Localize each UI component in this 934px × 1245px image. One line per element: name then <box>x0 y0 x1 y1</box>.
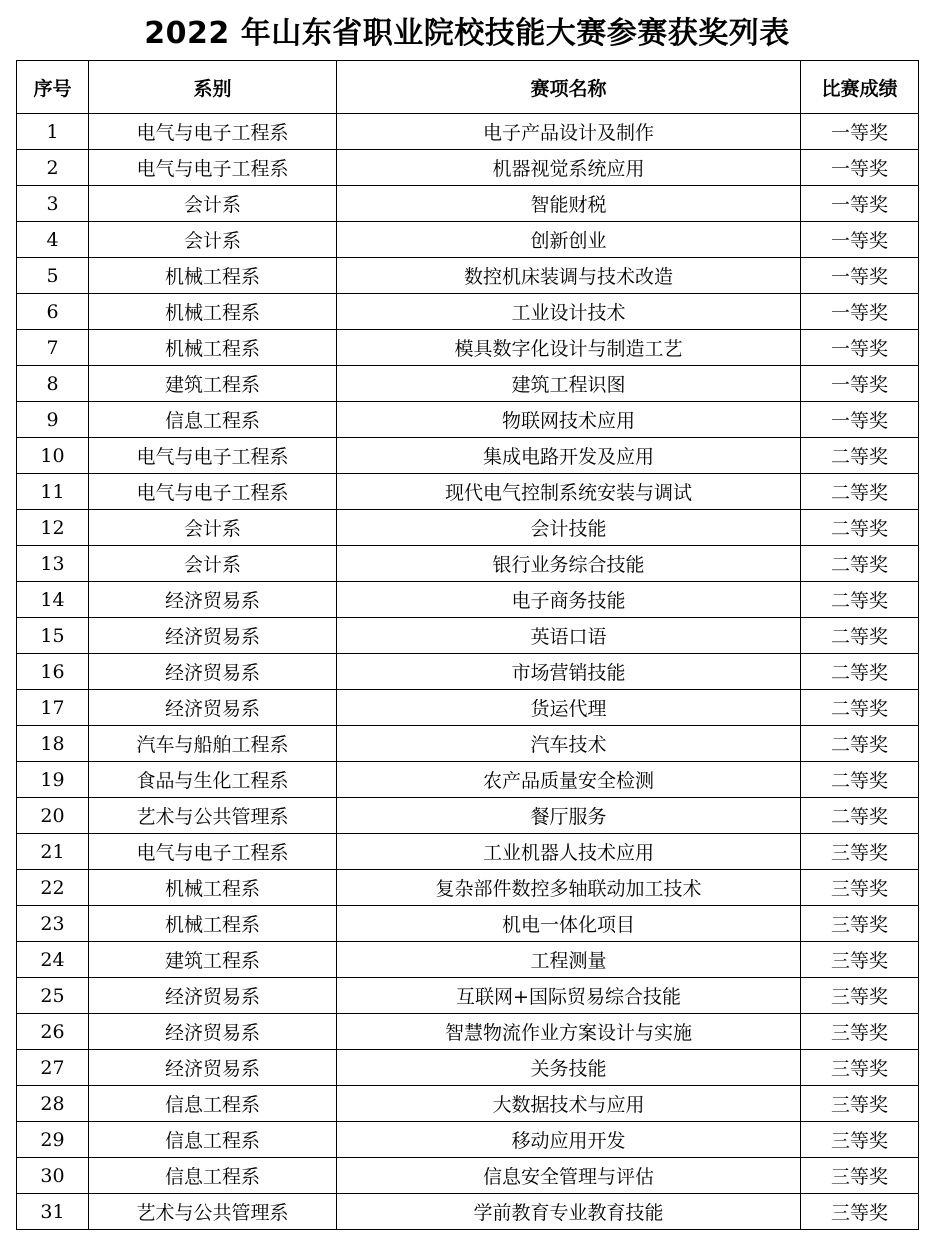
cell-event: 移动应用开发 <box>337 1122 801 1158</box>
cell-no: 27 <box>17 1050 89 1086</box>
table-row <box>17 1014 919 1050</box>
cell-dept: 会计系 <box>89 186 337 222</box>
cell-event: 机器视觉系统应用 <box>337 150 801 186</box>
table-row <box>17 330 919 366</box>
table-row <box>17 1158 919 1194</box>
cell-event: 会计技能 <box>337 510 801 546</box>
cell-result: 一等奖 <box>801 402 919 438</box>
cell-no: 9 <box>17 402 89 438</box>
table-header-row <box>17 61 919 114</box>
cell-dept: 机械工程系 <box>89 906 337 942</box>
cell-event: 工业机器人技术应用 <box>337 834 801 870</box>
cell-event: 工程测量 <box>337 942 801 978</box>
table-row <box>17 726 919 762</box>
cell-event: 物联网技术应用 <box>337 402 801 438</box>
cell-result: 一等奖 <box>801 258 919 294</box>
header-event: 赛项名称 <box>337 61 801 114</box>
cell-no: 16 <box>17 654 89 690</box>
cell-result: 一等奖 <box>801 294 919 330</box>
cell-event: 复杂部件数控多轴联动加工技术 <box>337 870 801 906</box>
cell-dept: 电气与电子工程系 <box>89 438 337 474</box>
table-row <box>17 1050 919 1086</box>
cell-event: 建筑工程识图 <box>337 366 801 402</box>
cell-dept: 经济贸易系 <box>89 582 337 618</box>
table-row <box>17 870 919 906</box>
cell-result: 二等奖 <box>801 726 919 762</box>
cell-result: 一等奖 <box>801 330 919 366</box>
cell-event: 大数据技术与应用 <box>337 1086 801 1122</box>
cell-dept: 信息工程系 <box>89 402 337 438</box>
header-dept: 系别 <box>89 61 337 114</box>
cell-event: 数控机床装调与技术改造 <box>337 258 801 294</box>
cell-no: 11 <box>17 474 89 510</box>
cell-result: 三等奖 <box>801 1014 919 1050</box>
cell-dept: 建筑工程系 <box>89 942 337 978</box>
cell-event: 学前教育专业教育技能 <box>337 1194 801 1230</box>
cell-dept: 食品与生化工程系 <box>89 762 337 798</box>
cell-no: 1 <box>17 114 89 150</box>
cell-dept: 机械工程系 <box>89 294 337 330</box>
table-row <box>17 1194 919 1230</box>
cell-result: 三等奖 <box>801 834 919 870</box>
cell-no: 18 <box>17 726 89 762</box>
table-row <box>17 258 919 294</box>
cell-no: 24 <box>17 942 89 978</box>
table-body <box>17 114 919 1230</box>
table-row <box>17 942 919 978</box>
cell-no: 12 <box>17 510 89 546</box>
cell-event: 现代电气控制系统安装与调试 <box>337 474 801 510</box>
cell-event: 关务技能 <box>337 1050 801 1086</box>
cell-no: 25 <box>17 978 89 1014</box>
cell-dept: 经济贸易系 <box>89 1050 337 1086</box>
cell-dept: 艺术与公共管理系 <box>89 798 337 834</box>
awards-table <box>16 60 919 1230</box>
cell-dept: 电气与电子工程系 <box>89 474 337 510</box>
cell-no: 8 <box>17 366 89 402</box>
table-row <box>17 546 919 582</box>
cell-result: 三等奖 <box>801 1050 919 1086</box>
table-row <box>17 582 919 618</box>
cell-result: 二等奖 <box>801 438 919 474</box>
cell-no: 15 <box>17 618 89 654</box>
cell-event: 智能财税 <box>337 186 801 222</box>
table-row <box>17 618 919 654</box>
table-row <box>17 114 919 150</box>
cell-dept: 艺术与公共管理系 <box>89 1194 337 1230</box>
cell-result: 三等奖 <box>801 978 919 1014</box>
page-title: 2022 年山东省职业院校技能大赛参赛获奖列表 <box>144 16 790 51</box>
cell-no: 3 <box>17 186 89 222</box>
cell-dept: 汽车与船舶工程系 <box>89 726 337 762</box>
table-row <box>17 294 919 330</box>
cell-no: 7 <box>17 330 89 366</box>
cell-no: 30 <box>17 1158 89 1194</box>
cell-dept: 经济贸易系 <box>89 618 337 654</box>
cell-result: 一等奖 <box>801 366 919 402</box>
table-row <box>17 762 919 798</box>
cell-dept: 电气与电子工程系 <box>89 114 337 150</box>
table-row <box>17 798 919 834</box>
table-row <box>17 978 919 1014</box>
cell-dept: 机械工程系 <box>89 258 337 294</box>
table-row <box>17 834 919 870</box>
cell-no: 14 <box>17 582 89 618</box>
cell-dept: 经济贸易系 <box>89 1014 337 1050</box>
cell-event: 机电一体化项目 <box>337 906 801 942</box>
cell-event: 工业设计技术 <box>337 294 801 330</box>
cell-result: 二等奖 <box>801 582 919 618</box>
cell-dept: 经济贸易系 <box>89 690 337 726</box>
table-row <box>17 906 919 942</box>
cell-result: 三等奖 <box>801 906 919 942</box>
cell-result: 三等奖 <box>801 942 919 978</box>
cell-no: 13 <box>17 546 89 582</box>
cell-no: 6 <box>17 294 89 330</box>
cell-event: 集成电路开发及应用 <box>337 438 801 474</box>
cell-dept: 建筑工程系 <box>89 366 337 402</box>
cell-result: 二等奖 <box>801 474 919 510</box>
table-row <box>17 366 919 402</box>
cell-no: 29 <box>17 1122 89 1158</box>
cell-dept: 经济贸易系 <box>89 654 337 690</box>
cell-event: 餐厅服务 <box>337 798 801 834</box>
cell-event: 英语口语 <box>337 618 801 654</box>
cell-dept: 信息工程系 <box>89 1158 337 1194</box>
cell-event: 智慧物流作业方案设计与实施 <box>337 1014 801 1050</box>
cell-result: 一等奖 <box>801 150 919 186</box>
table-row <box>17 690 919 726</box>
cell-dept: 电气与电子工程系 <box>89 834 337 870</box>
cell-event: 银行业务综合技能 <box>337 546 801 582</box>
cell-result: 一等奖 <box>801 114 919 150</box>
table-row <box>17 186 919 222</box>
cell-event: 模具数字化设计与制造工艺 <box>337 330 801 366</box>
cell-result: 二等奖 <box>801 690 919 726</box>
cell-dept: 经济贸易系 <box>89 978 337 1014</box>
cell-result: 二等奖 <box>801 762 919 798</box>
cell-event: 市场营销技能 <box>337 654 801 690</box>
cell-no: 23 <box>17 906 89 942</box>
header-result: 比赛成绩 <box>801 61 919 114</box>
cell-result: 二等奖 <box>801 618 919 654</box>
cell-event: 互联网+国际贸易综合技能 <box>337 978 801 1014</box>
cell-result: 三等奖 <box>801 1194 919 1230</box>
cell-event: 货运代理 <box>337 690 801 726</box>
cell-dept: 电气与电子工程系 <box>89 150 337 186</box>
cell-event: 农产品质量安全检测 <box>337 762 801 798</box>
cell-dept: 会计系 <box>89 510 337 546</box>
table-row <box>17 222 919 258</box>
cell-no: 5 <box>17 258 89 294</box>
cell-result: 一等奖 <box>801 222 919 258</box>
cell-dept: 会计系 <box>89 222 337 258</box>
cell-no: 17 <box>17 690 89 726</box>
table-row <box>17 1086 919 1122</box>
cell-no: 10 <box>17 438 89 474</box>
cell-no: 19 <box>17 762 89 798</box>
cell-result: 三等奖 <box>801 870 919 906</box>
cell-result: 二等奖 <box>801 546 919 582</box>
table-row <box>17 402 919 438</box>
cell-no: 28 <box>17 1086 89 1122</box>
cell-no: 26 <box>17 1014 89 1050</box>
cell-no: 22 <box>17 870 89 906</box>
header-no: 序号 <box>17 61 89 114</box>
cell-result: 二等奖 <box>801 510 919 546</box>
cell-dept: 机械工程系 <box>89 330 337 366</box>
cell-event: 电子商务技能 <box>337 582 801 618</box>
cell-dept: 机械工程系 <box>89 870 337 906</box>
cell-event: 电子产品设计及制作 <box>337 114 801 150</box>
cell-result: 三等奖 <box>801 1158 919 1194</box>
cell-dept: 信息工程系 <box>89 1086 337 1122</box>
cell-result: 三等奖 <box>801 1086 919 1122</box>
cell-event: 汽车技术 <box>337 726 801 762</box>
cell-no: 4 <box>17 222 89 258</box>
cell-result: 一等奖 <box>801 186 919 222</box>
table-row <box>17 438 919 474</box>
cell-event: 信息安全管理与评估 <box>337 1158 801 1194</box>
cell-result: 二等奖 <box>801 654 919 690</box>
cell-result: 二等奖 <box>801 798 919 834</box>
cell-dept: 会计系 <box>89 546 337 582</box>
cell-no: 31 <box>17 1194 89 1230</box>
table-row <box>17 510 919 546</box>
table-row <box>17 150 919 186</box>
table-row <box>17 1122 919 1158</box>
cell-no: 21 <box>17 834 89 870</box>
table-row <box>17 654 919 690</box>
cell-no: 20 <box>17 798 89 834</box>
table-row <box>17 474 919 510</box>
cell-event: 创新创业 <box>337 222 801 258</box>
cell-result: 三等奖 <box>801 1122 919 1158</box>
cell-no: 2 <box>17 150 89 186</box>
cell-dept: 信息工程系 <box>89 1122 337 1158</box>
